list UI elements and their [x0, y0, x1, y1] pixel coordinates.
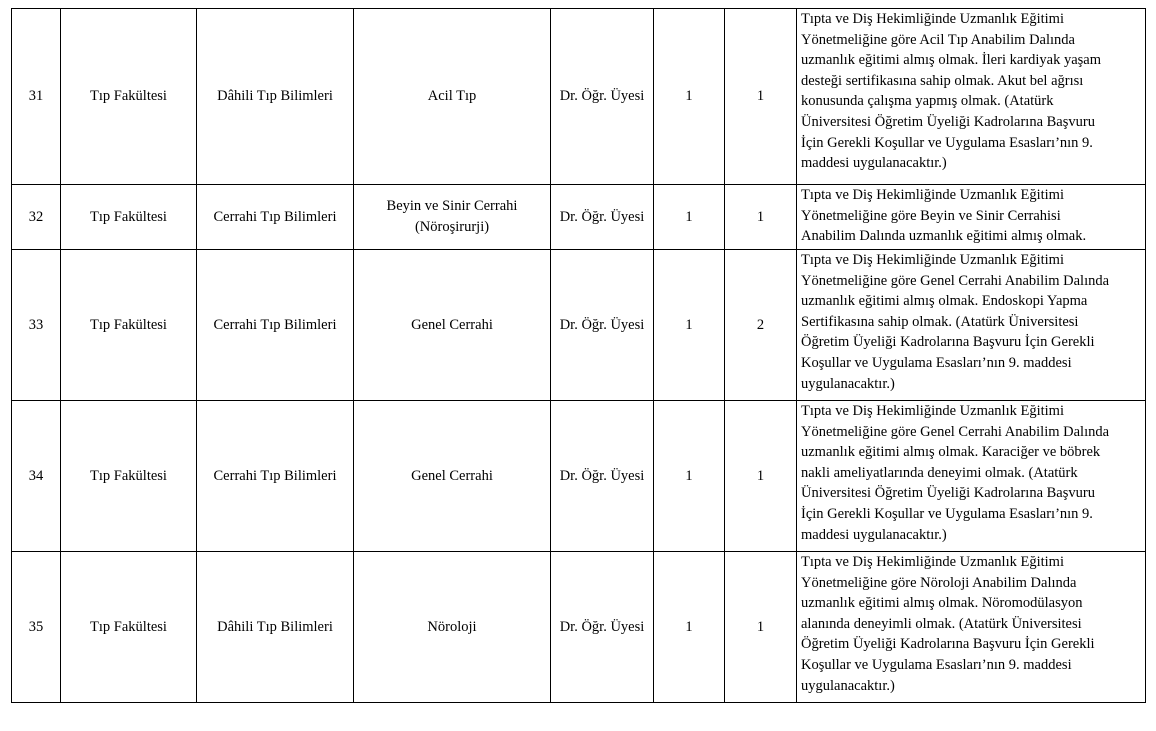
degree-cell: 1	[654, 185, 725, 250]
requirements-line: uygulanacaktır.)	[801, 677, 895, 694]
faculty-cell: Tıp Fakültesi	[61, 9, 197, 185]
requirements-line: alanında deneyimli olmak. (Atatürk Üniversitesi	[801, 615, 1082, 632]
requirements-cell	[797, 185, 1146, 250]
count-cell: 1	[725, 401, 797, 552]
requirements-line: Tıpta ve Diş Hekimliğinde Uzmanlık Eğitimi	[801, 11, 1064, 27]
faculty-cell: Tıp Fakültesi	[61, 250, 197, 401]
department-cell: Dâhili Tıp Bilimleri	[197, 9, 354, 185]
requirements-cell	[797, 250, 1146, 401]
faculty-cell: Tıp Fakültesi	[61, 552, 197, 703]
requirements-line: Sertifikasına sahip olmak. (Atatürk Üniversitesi	[801, 313, 1079, 330]
requirements-line: Üniversitesi Öğretim Üyeliği Kadrolarına Başvuru	[801, 113, 1095, 130]
degree-cell: 1	[654, 401, 725, 552]
requirements-line: uzmanlık eğitimi almış olmak. Endoskopi Yapma	[801, 293, 1088, 310]
department-cell: Dâhili Tıp Bilimleri	[197, 552, 354, 703]
requirements-line: Üniversitesi Öğretim Üyeliği Kadrolarına Başvuru	[801, 485, 1095, 502]
requirements-line: Anabilim Dalında uzmanlık eğitimi almış olmak.	[801, 228, 1087, 245]
requirements-line: Koşullar ve Uygulama Esasları’nın 9. maddesi	[801, 656, 1072, 673]
title-cell: Dr. Öğr. Üyesi	[551, 185, 654, 250]
requirements-line: Yönetmeliğine göre Genel Cerrahi Anabilim Dalında	[801, 272, 1110, 289]
title-cell: Dr. Öğr. Üyesi	[551, 401, 654, 552]
title-cell: Dr. Öğr. Üyesi	[551, 552, 654, 703]
table-row	[12, 185, 1146, 250]
count-cell: 1	[725, 185, 797, 250]
requirements-line: uzmanlık eğitimi almış olmak. Karaciğer ve böbrek	[801, 444, 1101, 461]
requirements-line: Tıpta ve Diş Hekimliğinde Uzmanlık Eğitimi	[801, 187, 1064, 203]
table-row	[12, 401, 1146, 552]
row-number: 33	[12, 250, 61, 401]
table-row	[12, 250, 1146, 401]
requirements-line: Tıpta ve Diş Hekimliğinde Uzmanlık Eğitimi	[801, 554, 1064, 570]
row-number: 34	[12, 401, 61, 552]
department-cell: Cerrahi Tıp Bilimleri	[197, 185, 354, 250]
department-cell: Cerrahi Tıp Bilimleri	[197, 250, 354, 401]
count-cell: 1	[725, 552, 797, 703]
requirements-line: Öğretim Üyeliği Kadrolarına Başvuru İçin Gerekli	[801, 636, 1095, 653]
requirements-line: Yönetmeliğine göre Genel Cerrahi Anabilim Dalında	[801, 423, 1110, 440]
requirements-line: uzmanlık eğitimi almış olmak. Nöromodülasyon	[801, 595, 1083, 612]
requirements-line: Yönetmeliğine göre Beyin ve Sinir Cerrahisi	[801, 207, 1061, 224]
requirements-line: konusunda çalışma yapmış olmak. (Atatürk	[801, 93, 1054, 110]
table-row	[12, 552, 1146, 703]
requirements-line: uzmanlık eğitimi almış olmak. İleri kardiyak yaşam	[801, 52, 1101, 69]
requirements-line: Tıpta ve Diş Hekimliğinde Uzmanlık Eğitimi	[801, 403, 1064, 419]
division-cell: Genel Cerrahi	[354, 401, 551, 552]
degree-cell: 1	[654, 250, 725, 401]
division-cell: Nöroloji	[354, 552, 551, 703]
requirements-line: uygulanacaktır.)	[801, 375, 895, 392]
title-cell: Dr. Öğr. Üyesi	[551, 9, 654, 185]
positions-table	[11, 8, 1146, 703]
department-cell: Cerrahi Tıp Bilimleri	[197, 401, 354, 552]
faculty-cell: Tıp Fakültesi	[61, 185, 197, 250]
requirements-cell	[797, 401, 1146, 552]
row-number: 32	[12, 185, 61, 250]
title-cell: Dr. Öğr. Üyesi	[551, 250, 654, 401]
row-number: 31	[12, 9, 61, 185]
requirements-line: maddesi uygulanacaktır.)	[801, 155, 947, 172]
requirements-line: İçin Gerekli Koşullar ve Uygulama Esasları’nın 9.	[801, 505, 1093, 522]
requirements-line: Tıpta ve Diş Hekimliğinde Uzmanlık Eğitimi	[801, 252, 1064, 268]
division-cell: Genel Cerrahi	[354, 250, 551, 401]
degree-cell: 1	[654, 9, 725, 185]
requirements-line: maddesi uygulanacaktır.)	[801, 526, 947, 543]
requirements-line: nakli ameliyatlarında deneyimi olmak. (Atatürk	[801, 464, 1078, 481]
faculty-cell: Tıp Fakültesi	[61, 401, 197, 552]
degree-cell: 1	[654, 552, 725, 703]
count-cell: 2	[725, 250, 797, 401]
count-cell: 1	[725, 9, 797, 185]
requirements-cell	[797, 9, 1146, 185]
division-cell	[354, 185, 551, 250]
requirements-line: Yönetmeliğine göre Acil Tıp Anabilim Dalında	[801, 31, 1075, 48]
division-line: Beyin ve Sinir Cerrahi	[386, 198, 518, 215]
table-row	[12, 9, 1146, 185]
row-number: 35	[12, 552, 61, 703]
requirements-line: Öğretim Üyeliği Kadrolarına Başvuru İçin Gerekli	[801, 334, 1095, 351]
requirements-line: Yönetmeliğine göre Nöroloji Anabilim Dalında	[801, 574, 1077, 591]
division-line: (Nöroşirurji)	[414, 219, 490, 235]
division-cell: Acil Tıp	[354, 9, 551, 185]
requirements-line: desteği sertifikasına sahip olmak. Akut bel ağrısı	[801, 72, 1084, 89]
requirements-line: Koşullar ve Uygulama Esasları’nın 9. maddesi	[801, 354, 1072, 371]
requirements-cell	[797, 552, 1146, 703]
requirements-line: İçin Gerekli Koşullar ve Uygulama Esasları’nın 9.	[801, 134, 1093, 151]
